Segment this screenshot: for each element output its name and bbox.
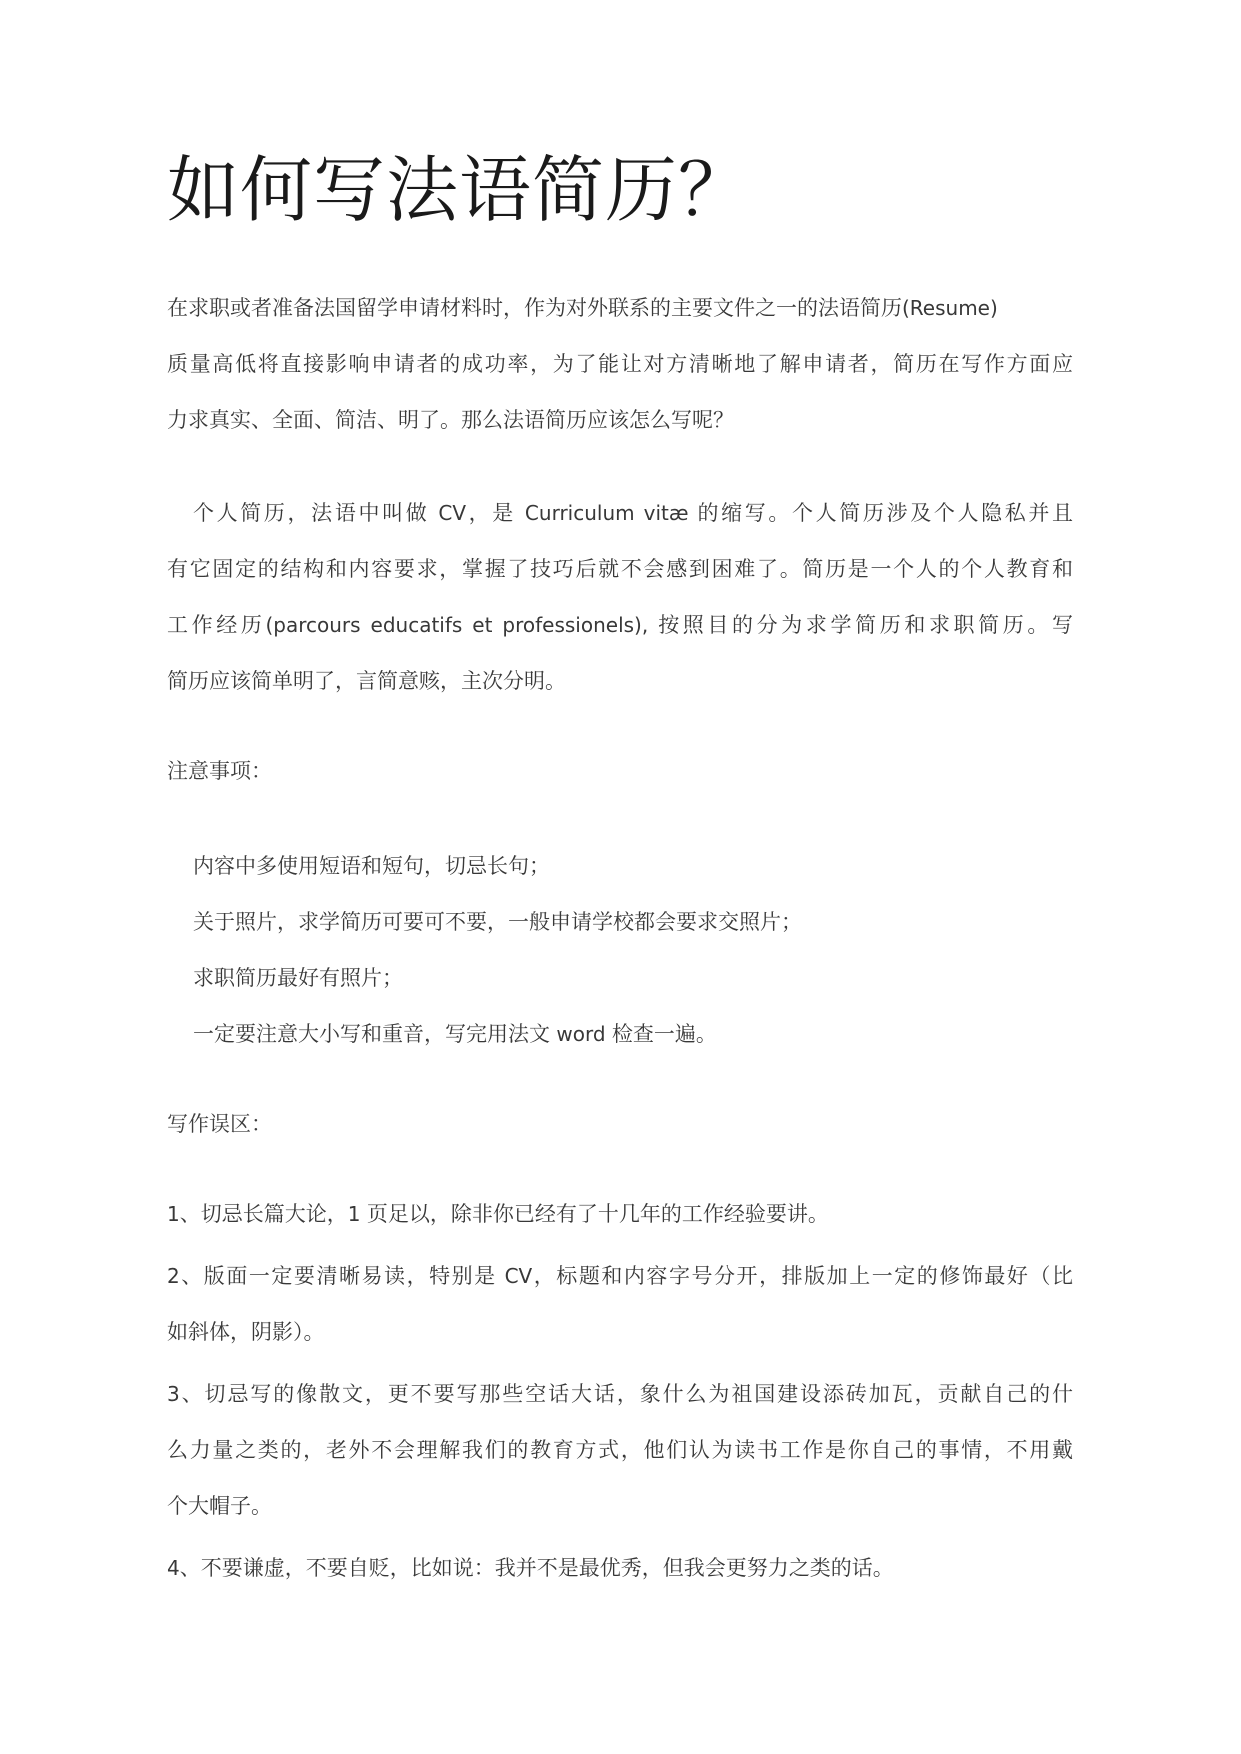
cv-definition-paragraph: [167, 485, 1073, 709]
latin-text: (Resume): [902, 296, 998, 320]
text-line: 有它固定的结构和内容要求，掌握了技巧后就不会感到困难了。简历是一个人的个人教育和: [167, 557, 1073, 581]
text-line: 一定要注意大小写和重音，写完用法文 word 检查一遍。: [193, 1022, 717, 1046]
latin-text: 3: [167, 1382, 180, 1406]
pitfalls-heading: [167, 1096, 1073, 1152]
notes-heading: [167, 743, 1073, 799]
text-line: 力求真实、全面、简洁、明了。那么法语简历应该怎么写呢？: [167, 408, 734, 432]
pitfall-item-3: [167, 1366, 1073, 1534]
latin-text: 2: [167, 1264, 180, 1288]
pitfall-item-2: [167, 1248, 1073, 1360]
latin-text: (parcours educatifs et professionels),: [265, 613, 659, 637]
text-line: 3、切忌写的像散文，更不要写那些空话大话，象什么为祖国建设添砖加瓦，贡献自己的什: [167, 1382, 1073, 1406]
pitfall-item-4: [167, 1540, 1073, 1596]
latin-text: 1: [347, 1202, 367, 1226]
text-line: 质量高低将直接影响申请者的成功率，为了能让对方清晰地了解申请者，简历在写作方面应: [167, 352, 1073, 376]
text-line: 注意事项：: [167, 759, 272, 783]
latin-text: 1: [167, 1202, 180, 1226]
text-line: 求职简历最好有照片；: [193, 966, 403, 990]
latin-text: word: [550, 1022, 612, 1046]
intro-paragraph: [167, 280, 1073, 448]
text-line: 个人简历，法语中叫做 CV，是 Curriculum vitæ 的缩写。个人简历涉及个人隐私并且: [193, 501, 1074, 525]
text-line: 工作经历(parcours educatifs et professionels), 按照目的分为求学简历和求职简历。写: [167, 613, 1074, 637]
text-line: 内容中多使用短语和短句，切忌长句；: [193, 854, 550, 878]
text-line: 1、切忌长篇大论，1 页足以，除非你已经有了十几年的工作经验要讲。: [167, 1202, 829, 1226]
text-line: 简历应该简单明了，言简意赅，主次分明。: [167, 669, 566, 693]
document-title: 如何写法语简历？: [167, 151, 752, 231]
text-line: 4、不要谦虚，不要自贬，比如说：我并不是最优秀，但我会更努力之类的话。: [167, 1556, 894, 1580]
text-line: 2、版面一定要清晰易读，特别是 CV，标题和内容字号分开，排版加上一定的修饰最好（比: [167, 1264, 1073, 1288]
pitfall-item-1: [167, 1186, 1073, 1242]
text-line: 如斜体，阴影）。: [167, 1320, 325, 1344]
latin-text: Curriculum vitæ: [515, 501, 698, 525]
text-line: 个大帽子。: [167, 1494, 272, 1518]
document-body: [167, 280, 1073, 1596]
text-line: 写作误区：: [167, 1112, 272, 1136]
text-line: 么力量之类的，老外不会理解我们的教育方式，他们认为读书工作是你自己的事情，不用戴: [167, 1438, 1073, 1462]
text-line: 在求职或者准备法国留学申请材料时，作为对外联系的主要文件之一的法语简历(Resume): [167, 296, 998, 320]
latin-text: CV: [429, 501, 467, 525]
notes-list: [167, 838, 1073, 1062]
latin-text: CV: [496, 1264, 533, 1288]
latin-text: 4: [167, 1556, 180, 1580]
text-line: 关于照片，求学简历可要可不要，一般申请学校都会要求交照片；: [193, 910, 802, 934]
